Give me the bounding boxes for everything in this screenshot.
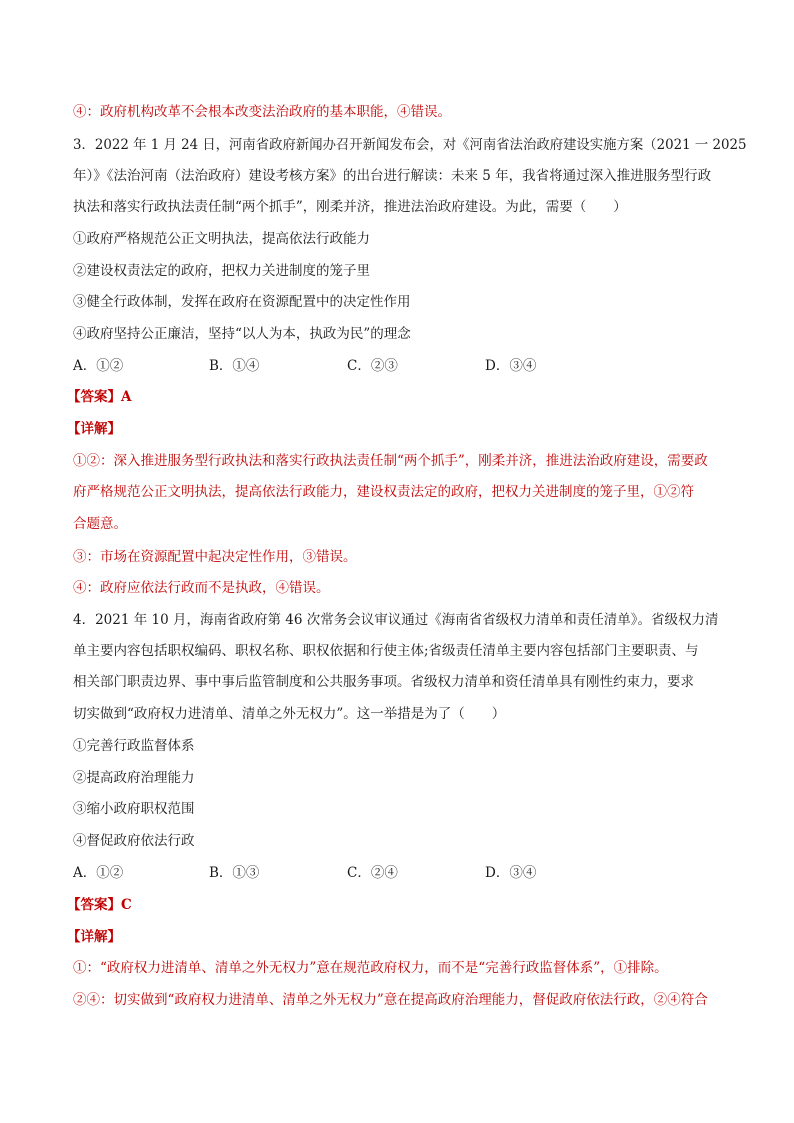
analysis-line: ④：政府应依法行政而不是执政，④错误。 — [73, 580, 330, 596]
analysis-line: ①：“政府权力进清单、清单之外无权力”意在规范政府权力，而不是“完善行政监督体系”，①排除。 — [73, 960, 668, 976]
statement-3: ③缩小政府职权范围 — [73, 801, 195, 817]
question-stem-line: 单主要内容包括职权编码、职权名称、职权依据和行使主体;省级责任清单主要内容包括部门主要职责、与 — [73, 643, 699, 659]
answer-label: 【答案】C — [67, 897, 132, 913]
statement-4: ④政府坚持公正廉洁，坚持“以人为本，执政为民”的理念 — [73, 326, 411, 342]
question-stem-line: 年）》《法治河南（法治政府）建设考核方案》的出台进行解读：未来 5 年，我省将通过深入推进服务型行政 — [73, 168, 712, 184]
option-c: C．②④ — [347, 865, 398, 881]
statement-1: ①完善行政监督体系 — [73, 738, 195, 754]
detail-label: 【详解】 — [67, 929, 121, 945]
analysis-line: ①②：深入推进服务型行政执法和落实行政执法责任制“两个抓手”，刚柔并济，推进法治政府建设，需要政 — [73, 453, 708, 469]
analysis-line: ②④：切实做到“政府权力进清单、清单之外无权力”意在提高政府治理能力，督促政府依法行政，②④符合 — [73, 992, 708, 1008]
option-a: A．①② — [73, 358, 124, 374]
question-stem-line: 切实做到“政府权力进清单、清单之外无权力”。这一举措是为了（ ） — [73, 706, 506, 722]
question-stem-line: 3．2022 年 1 月 24 日，河南省政府新闻办召开新闻发布会，对《河南省法治政府建设实施方案（2021 一 2025 — [73, 137, 747, 153]
analysis-line: ④：政府机构改革不会根本改变法治政府的基本职能，④错误。 — [73, 104, 451, 120]
detail-label: 【详解】 — [67, 421, 121, 437]
statement-2: ②建设权责法定的政府，把权力关进制度的笼子里 — [73, 263, 370, 279]
option-c: C．②③ — [347, 358, 398, 374]
question-stem-line: 相关部门职责边界、事中事后监管制度和公共服务事项。省级权力清单和资任清单具有刚性约束力，要求 — [73, 674, 694, 690]
option-b: B．①④ — [209, 358, 260, 374]
statement-4: ④督促政府依法行政 — [73, 833, 195, 849]
statement-1: ①政府严格规范公正文明执法，提高依法行政能力 — [73, 231, 370, 247]
analysis-line: ③：市场在资源配置中起决定性作用，③错误。 — [73, 549, 357, 565]
option-d: D．③④ — [485, 865, 537, 881]
option-b: B．①③ — [209, 865, 260, 881]
option-a: A．①② — [73, 865, 124, 881]
question-stem-line: 执法和落实行政执法责任制“两个抓手”，刚柔并济，推进法治政府建设。为此，需要（ ） — [73, 199, 627, 215]
question-stem-line: 4．2021 年 10 月，海南省政府第 46 次常务会议审议通过《海南省省级权力清单和责任清单》。省级权力清 — [73, 612, 719, 628]
statement-3: ③健全行政体制，发挥在政府在资源配置中的决定性作用 — [73, 294, 411, 310]
analysis-line: 府严格规范公正文明执法，提高依法行政能力，建设权责法定的政府，把权力关进制度的笼子里，①②符 — [73, 484, 694, 500]
option-d: D．③④ — [485, 358, 537, 374]
answer-label: 【答案】A — [67, 389, 132, 405]
statement-2: ②提高政府治理能力 — [73, 770, 195, 786]
analysis-line: 合题意。 — [73, 516, 127, 532]
